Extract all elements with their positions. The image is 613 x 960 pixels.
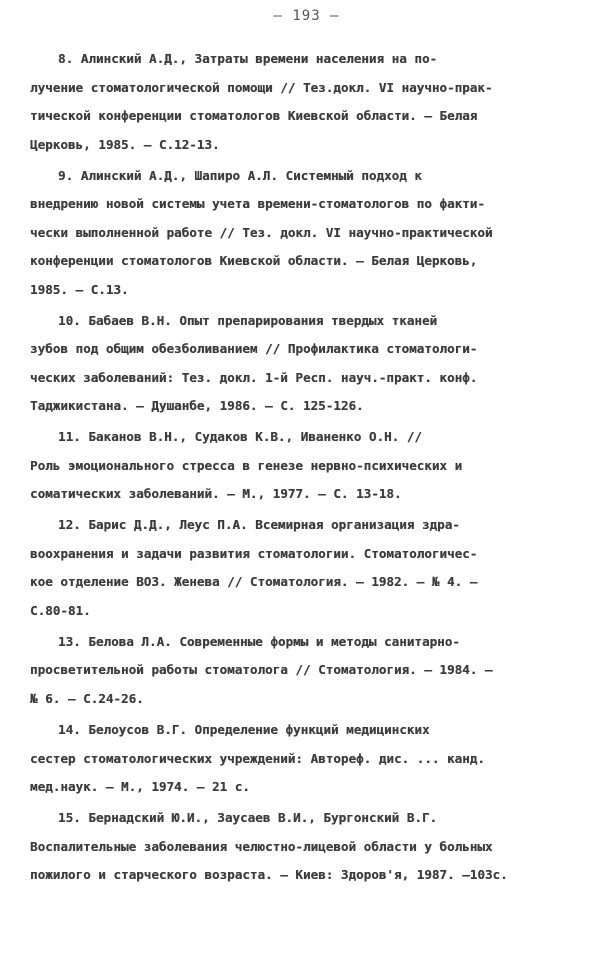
entry-line: лучение стоматологической помощи // Тез.докл. VI научно-прак- <box>30 79 493 95</box>
entry-line: ческих заболеваний: Тез. докл. 1-й Респ. науч.-практ. конф. <box>30 369 478 385</box>
bibliography-list <box>0 45 613 890</box>
entry-number: 9. <box>58 167 74 183</box>
entry-line <box>0 45 613 74</box>
bibliography-entry <box>0 804 613 890</box>
entry-line <box>0 307 613 336</box>
page-number: – 193 – <box>273 8 340 24</box>
entry-number: 11. <box>58 429 81 445</box>
entry-number: 8. <box>58 51 74 66</box>
entry-line: воохранения и задачи развития стоматологии. Стоматологичес- <box>30 545 478 561</box>
entry-line: внедрению новой системы учета времени-стоматологов по факти- <box>30 196 485 212</box>
entry-number: 12. <box>58 517 81 533</box>
entry-line: мед.наук. – М., 1974. – 21 с. <box>30 779 250 795</box>
entry-text: Белоусов В.Г. Определение функций медицинских <box>88 722 430 738</box>
entry-line: зубов под общим обезболиванием // Профилактика стоматологи- <box>30 341 478 357</box>
entry-text: Алинский А.Д., Затраты времени населения на по- <box>80 51 438 66</box>
bibliography-entry <box>0 45 613 159</box>
entry-line: № 6. – С.24-26. <box>30 690 144 706</box>
entry-number: 13. <box>58 633 81 649</box>
entry-line <box>0 162 613 191</box>
entry-line: соматических заболеваний. – М., 1977. – С. 13-18. <box>30 486 402 502</box>
entry-line: пожилого и старческого возраста. – Киев: Здоров'я, 1987. –103с. <box>30 867 508 883</box>
entry-line <box>0 423 613 452</box>
entry-line <box>0 716 613 745</box>
entry-line: чески выполненной работе // Тез. докл. VI научно-практической <box>30 224 493 240</box>
entry-text: Бабаев В.Н. Опыт препарирования твердых тканей <box>88 312 438 328</box>
entry-line <box>0 628 613 657</box>
entry-number: 15. <box>58 810 81 826</box>
entry-line: 1985. – С.13. <box>30 281 129 297</box>
entry-line: С.80-81. <box>30 602 91 618</box>
entry-line <box>0 511 613 540</box>
entry-text: Баканов В.Н., Судаков К.В., Иваненко О.Н. // <box>88 429 422 445</box>
bibliography-entry <box>0 716 613 802</box>
entry-text: Бернадский Ю.И., Заусаев В.И., Бургонский В.Г. <box>88 810 438 826</box>
bibliography-entry <box>0 162 613 305</box>
entry-line: Таджикистана. – Душанбе, 1986. – С. 125-126. <box>30 398 364 414</box>
entry-line: кое отделение ВОЗ. Женева // Стоматология. – 1982. – № 4. – <box>30 574 478 590</box>
entry-line <box>0 804 613 833</box>
entry-line: просветительной работы стоматолога // Стоматология. – 1984. – <box>30 662 493 678</box>
entry-line: Воспалительные заболевания челюстно-лицевой области у больных <box>30 838 493 854</box>
bibliography-entry <box>0 307 613 421</box>
entry-number: 10. <box>58 312 81 328</box>
entry-text: Алинский А.Д., Шапиро А.Л. Системный подход к <box>80 167 422 183</box>
bibliography-entry <box>0 423 613 509</box>
entry-number: 14. <box>58 722 81 738</box>
entry-line: конференции стоматологов Киевской области. – Белая Церковь, <box>30 253 478 269</box>
bibliography-entry <box>0 628 613 714</box>
entry-line: Церковь, 1985. – С.12-13. <box>30 136 220 152</box>
entry-line: Роль эмоционального стресса в генезе нервно-психических и <box>30 457 463 473</box>
entry-line: тической конференции стоматологов Киевской области. – Белая <box>30 108 478 123</box>
entry-text: Барис Д.Д., Леус П.А. Всемирная организация здра- <box>88 517 460 533</box>
entry-line: сестер стоматологических учреждений: Автореф. дис. ... канд. <box>30 750 485 766</box>
entry-text: Белова Л.А. Современные формы и методы санитарно- <box>88 633 460 649</box>
bibliography-entry <box>0 511 613 625</box>
